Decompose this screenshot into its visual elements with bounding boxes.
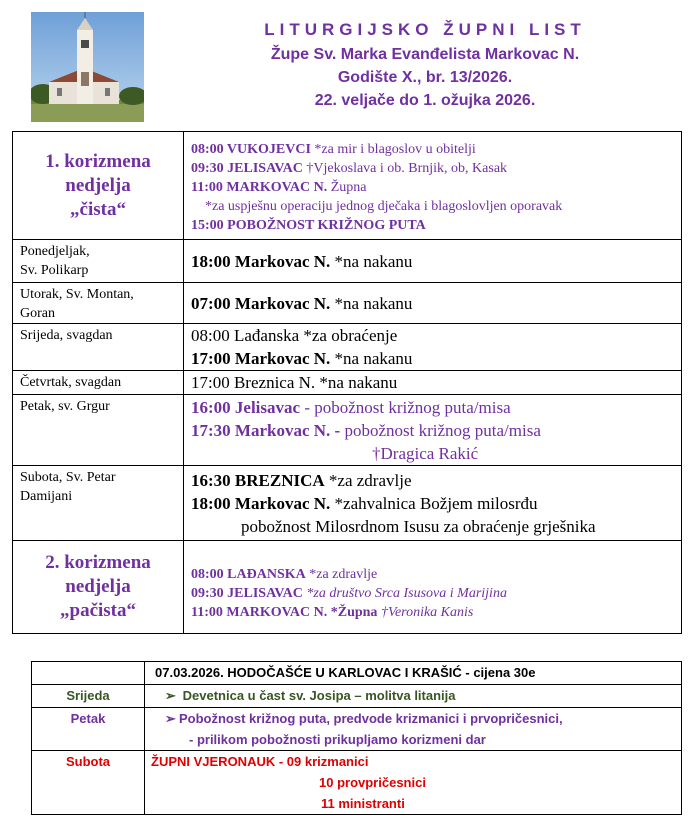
- event-time-place: 08:00 VUKOJEVCI: [191, 142, 311, 157]
- event-intention: - pobožnost križnog puta/misa: [300, 397, 511, 417]
- event-time-place: 09:30 JELISAVAC: [191, 161, 303, 176]
- mass-schedule-table: [12, 131, 682, 634]
- announcement-label: Subota: [32, 751, 145, 815]
- event-intention: *za zdravlje: [305, 567, 378, 582]
- bulletin-title: LITURGIJSKO ŽUPNI LIST: [264, 20, 586, 39]
- event-intention: †Vjekoslava i ob. Brnjik, ob, Kasak: [302, 161, 508, 176]
- day-cell: [13, 466, 184, 541]
- announcement-line: ŽUPNI VJERONAUK - 09 krizmanici: [151, 754, 369, 769]
- event-line: [191, 140, 681, 159]
- announcement-content: [145, 751, 682, 815]
- event-time-place: 18:00 Markovac N.: [191, 493, 331, 513]
- announcement-label: Petak: [32, 708, 145, 751]
- events-cell: [184, 466, 682, 541]
- events-cell: [184, 541, 682, 634]
- announcement-row-saturday: [32, 751, 682, 815]
- day-label: nedjelja: [65, 576, 131, 597]
- announcement-line: [165, 729, 681, 750]
- bulletin-header: [185, 20, 665, 110]
- arrow-bullet-icon: ➢: [165, 711, 176, 726]
- event-line: [191, 515, 681, 538]
- day-label: Srijeda, svagdan: [20, 328, 113, 343]
- event-line: [191, 178, 681, 197]
- event-intention: *za zdravlje: [324, 470, 412, 490]
- event-line: [191, 250, 681, 273]
- day-label: Damijani: [20, 489, 73, 504]
- day-cell: [13, 324, 184, 371]
- events-cell: [184, 283, 682, 324]
- event-line: [191, 565, 681, 584]
- event-intention: pobožnost Milosrdnom Isusu za obraćenje grješnika: [241, 516, 596, 536]
- schedule-row-thursday: [13, 371, 682, 395]
- date-range: 22. veljače do 1. ožujka 2026.: [314, 92, 536, 109]
- announcement-text: Pobožnost križnog puta, predvode krizmanici i prvopričesnici,: [179, 711, 563, 726]
- announcements-table: [31, 661, 682, 815]
- event-time-place: 17:00 Markovac N.: [191, 349, 331, 368]
- event-line: [191, 216, 681, 235]
- schedule-row-sunday-1: [13, 132, 682, 240]
- day-label: Sv. Polikarp: [20, 263, 89, 278]
- event-time-place: 18:00 Markovac N.: [191, 251, 331, 271]
- event-intention: †Veronika Kanis: [377, 605, 474, 620]
- event-intention: *na nakanu: [330, 293, 413, 313]
- event-time-place: 15:00 POBOŽNOST KRIŽNOG PUTA: [191, 218, 426, 233]
- schedule-row-monday: [13, 240, 682, 283]
- day-cell: [13, 371, 184, 395]
- announcement-row-pilgrimage: [32, 662, 682, 685]
- event-time-place: 08:00 LAĐANSKA: [191, 567, 306, 582]
- event-time-place: 11:00 MARKOVAC N.: [191, 180, 328, 195]
- event-intention: *na nakanu: [330, 349, 413, 368]
- day-label: Četvrtak, svagdan: [20, 375, 122, 390]
- event-time-place: 16:30 BREZNICA: [191, 470, 325, 490]
- day-label: 2. korizmena: [45, 552, 151, 573]
- event-time-place: 09:30 JELISAVAC: [191, 586, 303, 601]
- day-label: Subota, Sv. Petar: [20, 470, 116, 485]
- events-cell: [184, 324, 682, 371]
- day-label: Goran: [20, 306, 55, 321]
- event-line: [191, 584, 681, 603]
- announcement-row-wednesday: [32, 685, 682, 708]
- events-cell: [184, 371, 682, 395]
- event-intention: pobožnost križnog puta/misa: [340, 420, 541, 440]
- event-line: [191, 292, 681, 315]
- announcement-content: [145, 708, 682, 751]
- day-cell: [13, 541, 184, 634]
- schedule-row-sunday-2: [13, 541, 682, 634]
- event-intention: *za društvo Srca Isusova i Marijina: [302, 586, 507, 601]
- event-time-place: 07:00 Markovac N.: [191, 293, 331, 313]
- event-intention: *zahvalnica Božjem milosrđu: [330, 493, 538, 513]
- announcement-line: 11 ministranti: [321, 796, 405, 811]
- event-intention: *za mir i blagoslov u obitelji: [310, 142, 476, 157]
- event-intention: *za uspješnu operaciju jednog dječaka i blagoslovljen oporavak: [205, 199, 563, 214]
- announcement-text: - prilikom pobožnosti prikupljamo korizmeni dar: [189, 732, 486, 747]
- event-line: [191, 603, 681, 622]
- day-cell: [13, 132, 184, 240]
- event-line: [191, 159, 681, 178]
- event-line: [191, 419, 681, 442]
- event-line: [191, 197, 681, 216]
- day-label: Petak, sv. Grgur: [20, 399, 110, 414]
- parish-name: Župe Sv. Marka Evanđelista Markovac N.: [270, 46, 580, 63]
- day-cell: [13, 395, 184, 466]
- pilgrimage-notice: 07.03.2026. HODOČAŠĆE U KARLOVAC I KRAŠIĆ - cijena 30e: [155, 665, 536, 680]
- event-intention: †Dragica Rakić: [372, 443, 479, 463]
- announcement-label: [32, 662, 145, 685]
- arrow-bullet-icon: ➢: [165, 688, 176, 703]
- announcement-line: [165, 708, 681, 729]
- event-time-place: 17:30 Markovac N. -: [191, 420, 341, 440]
- event-line: 17:00 Breznica N. *na nakanu: [191, 373, 398, 392]
- events-cell: [184, 240, 682, 283]
- day-label: „čista“: [70, 198, 126, 220]
- announcement-content: [145, 662, 682, 685]
- church-photo: [31, 12, 144, 122]
- announcement-row-friday: [32, 708, 682, 751]
- event-time-place: 11:00 MARKOVAC N. *Župna: [191, 605, 378, 620]
- day-label: 1. korizmena: [45, 150, 151, 172]
- day-cell: [13, 240, 184, 283]
- events-cell: [184, 395, 682, 466]
- day-label: nedjelja: [65, 174, 131, 196]
- event-line: 08:00 Lađanska *za obraćenje: [191, 326, 398, 345]
- issue-number: Godište X., br. 13/2026.: [337, 69, 513, 86]
- schedule-row-friday: [13, 395, 682, 466]
- event-time-place: 16:00 Jelisavac: [191, 397, 301, 417]
- event-line: [191, 469, 681, 492]
- announcement-text: Devetnica u čast sv. Josipa – molitva litanija: [182, 688, 456, 703]
- announcement-label: Srijeda: [32, 685, 145, 708]
- schedule-row-saturday: [13, 466, 682, 541]
- event-intention: *na nakanu: [330, 251, 413, 271]
- event-intention: Župna: [327, 180, 367, 195]
- event-line: [191, 347, 681, 370]
- event-line: [191, 396, 681, 419]
- day-cell: [13, 283, 184, 324]
- day-label: „pačista“: [60, 600, 136, 621]
- event-line: [191, 492, 681, 515]
- announcement-line: 10 provpričesnici: [319, 775, 426, 790]
- schedule-row-tuesday: [13, 283, 682, 324]
- event-line: [191, 442, 681, 465]
- schedule-row-wednesday: [13, 324, 682, 371]
- announcement-content: [145, 685, 682, 708]
- events-cell: [184, 132, 682, 240]
- day-label: Ponedjeljak,: [20, 244, 90, 259]
- day-label: Utorak, Sv. Montan,: [20, 287, 134, 302]
